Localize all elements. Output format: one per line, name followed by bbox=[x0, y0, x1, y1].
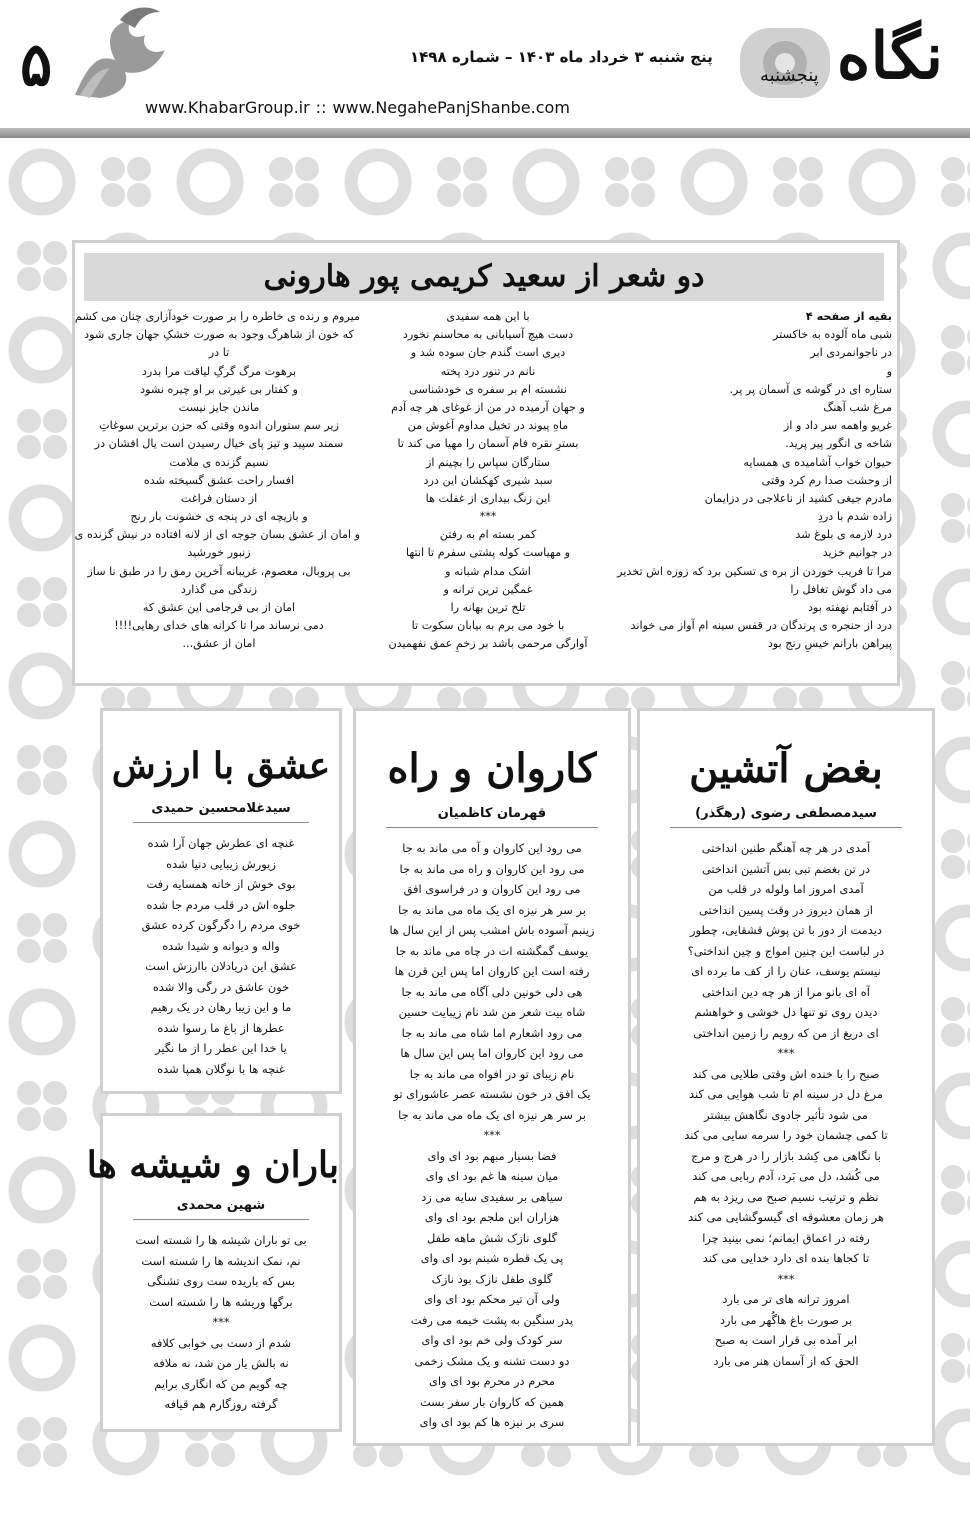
poem-line: زینبم آسوده باش امشب پس از این سال ها bbox=[389, 923, 595, 937]
poem-line: دیری است گندم جان سوده شد و bbox=[410, 346, 566, 360]
poem-line: بسترِ نقره فام آسمان را مهیا می کند تا bbox=[397, 437, 579, 451]
poem-line: شبی ماه آلوده به خاکستر bbox=[773, 328, 892, 342]
poem-line: امروز ترانه های تر می بارد bbox=[722, 1292, 850, 1306]
poem-line: و مهیاست کوله پشتی سفرم تا انتها bbox=[405, 546, 571, 560]
poem-line: زاده شدم با دردِ bbox=[817, 510, 892, 524]
pattern-motif bbox=[17, 1417, 67, 1467]
poem-line: شدم از دست بی خوابی کلافه bbox=[150, 1335, 292, 1350]
pattern-motif bbox=[437, 157, 487, 207]
poem-line: زیر سم ستوران اندوه وقتی که حزن برترین سوغاتِ bbox=[99, 419, 339, 433]
poem-line: مادرم جیغی کشید از ناعلاجی در دزایمان bbox=[704, 491, 892, 505]
poem-line: همین که کاروان بار سفر بست bbox=[419, 1394, 564, 1409]
poem-column-right bbox=[616, 308, 892, 654]
poem-line: سبد شیری کهکشان این درد bbox=[423, 473, 553, 487]
pattern-motif bbox=[939, 407, 970, 461]
pattern-motif bbox=[939, 1079, 970, 1133]
pattern-motif bbox=[941, 493, 970, 543]
poem-line: هر زمان معشوقه ای گیسوگشایی می کند bbox=[688, 1210, 884, 1224]
author-divider bbox=[133, 822, 309, 823]
poem-line: ولی آن تیر محکم بود ای وای bbox=[424, 1292, 560, 1306]
poem-title: بغض آتشین bbox=[689, 745, 883, 792]
poem-line: بی تو باران شیشه ها را شسته است bbox=[135, 1233, 307, 1247]
poem-line: ماهِ پیوند در تخیل مداوم آغوش من bbox=[407, 419, 569, 433]
poem-line: غنچه ها با نوگلان همپا شده bbox=[157, 1061, 285, 1076]
poem-column-left bbox=[74, 308, 360, 654]
poem-line: رفته در اعماق ایمانم؛ نمی بینید چرا bbox=[702, 1230, 870, 1245]
poem-line: زنبور خورشید bbox=[187, 546, 251, 560]
pattern-motif bbox=[101, 157, 151, 207]
poem-line: هی دلی خونین دلی آگاه می ماند به جا bbox=[401, 984, 583, 999]
poem-line: *** bbox=[777, 1046, 795, 1060]
poem-line: ماندن جایز نیست bbox=[178, 400, 260, 414]
poem-line: از دستان فراغت bbox=[180, 491, 258, 505]
poem-line: می شود تأثیر جادوی نگاهش بیشتر bbox=[704, 1107, 868, 1122]
poem-line: ما و این زیبا رهان در یک رهیم bbox=[150, 1000, 292, 1014]
pattern-motif bbox=[15, 659, 69, 713]
pattern-motif bbox=[15, 323, 69, 377]
poem-line: و کفتار بی غیرتی بر او چیره نشود bbox=[140, 382, 298, 396]
page-number: ۵ bbox=[20, 30, 53, 100]
poem-line: هزاران ابن ملجم بود ای وای bbox=[424, 1210, 560, 1224]
pattern-motif bbox=[351, 155, 405, 209]
poem-title: عشق با ارزش bbox=[111, 745, 331, 787]
phoenix-icon bbox=[60, 0, 170, 100]
poem-line: غنچه ای عطرش جهان آرا شده bbox=[147, 836, 295, 850]
issue-date-line: پنج شنبه ۳ خرداد ماه ۱۴۰۳ – شماره ۱۴۹۸ bbox=[410, 48, 713, 66]
poem-line: می رود این کاروان و آه می ماند به جا bbox=[402, 841, 582, 855]
poem-box-baran bbox=[86, 1113, 342, 1432]
poem-line: دیدمت از دور با تن پوش قشقایی، چطور bbox=[690, 923, 882, 937]
poem-line: آمدی امروز اما ولوله در قلب من bbox=[708, 882, 864, 896]
poem-line: سر کودک ولی خم بود ای وای bbox=[421, 1333, 563, 1347]
author-divider bbox=[133, 1219, 309, 1220]
poem-line: و امان از عشق بسان جوجه ای از لانه افتاده در نیش گزنده ی bbox=[74, 528, 360, 542]
pattern-motif bbox=[15, 827, 69, 881]
poem-box-boghz bbox=[637, 708, 935, 1446]
poem-line: ای دریغ از من که رویم را زمین انداختی bbox=[693, 1025, 879, 1040]
poem-line: و bbox=[886, 364, 892, 378]
poem-line: سیاهی بر سفیدی سایه می زد bbox=[421, 1189, 563, 1204]
poem-line: و بازیچه ای در پنجه ی خشونت بار رنج bbox=[130, 510, 308, 524]
poem-line: که خون از شاهرگ وجود به صورت خشکِ جهان جاری شود bbox=[84, 328, 354, 342]
pattern-motif bbox=[15, 1163, 69, 1217]
pattern-motif bbox=[941, 997, 970, 1047]
masthead-subtitle: پنجشنبه bbox=[760, 65, 819, 86]
poem-line: در ناجوانمردی ابر bbox=[810, 346, 892, 360]
website-link[interactable]: www.NegahePanjShanbe.com bbox=[332, 98, 570, 117]
poem-line: مرغ شب آهنگ bbox=[823, 400, 892, 414]
masthead-title: نگاه bbox=[836, 19, 944, 94]
pattern-motif bbox=[17, 745, 67, 795]
pattern-motif bbox=[939, 239, 970, 293]
poem-line: نه بالش یار من شد، نه ملافه bbox=[153, 1356, 289, 1370]
poem-line: این زنگ بیداری از غفلت ها bbox=[425, 491, 551, 505]
page-header bbox=[0, 0, 970, 138]
pattern-motif bbox=[939, 1247, 970, 1301]
poem-line: مرغ دل در سینه ام تا شب هوایی می کند bbox=[689, 1087, 883, 1101]
poem-line: چه گویم من که انگاری برایم bbox=[154, 1376, 288, 1391]
poem-line: کمر بسته ام به رفتن bbox=[439, 528, 537, 542]
poem-line: شاخه ی انگور پیر پرید. bbox=[785, 437, 892, 451]
poem-line: مرا تا فریب خوردن از بره ی تسکین برد که زوزه اش تخدیر bbox=[617, 564, 892, 578]
pattern-motif bbox=[15, 155, 69, 209]
poem-line: نشسته ام بر سفره ی خودشناسی bbox=[409, 382, 567, 396]
poem-line: محرم در محرم بود ای وای bbox=[428, 1374, 556, 1388]
poem-line: خون عاشق در رگی والا شده bbox=[152, 979, 290, 994]
poem-line: بر سر هر نیزه ای یک ماه می ماند به جا bbox=[398, 902, 586, 917]
poem-title: باران و شیشه ها bbox=[86, 1144, 339, 1186]
poem-line: امان از بی فرجامی این عشق که bbox=[142, 601, 296, 614]
poem-box-karvan bbox=[353, 708, 631, 1446]
pattern-motif bbox=[939, 1415, 970, 1469]
poem-line: نیستم یوسف، عنان را از کف ما برده ای bbox=[691, 964, 881, 978]
poem-line: *** bbox=[479, 510, 497, 524]
poem-author: قهرمان کاظمیان bbox=[437, 806, 547, 821]
poem-line: تا کمی چشمان خود را سرمه سایی می کند bbox=[684, 1128, 888, 1142]
pattern-motif bbox=[15, 995, 69, 1049]
pattern-motif bbox=[17, 409, 67, 459]
poem-line: تلخ ترین بهانه را bbox=[450, 601, 526, 614]
pattern-motif bbox=[939, 575, 970, 629]
pattern-motif bbox=[15, 491, 69, 545]
pattern-motif bbox=[773, 157, 823, 207]
pattern-motif bbox=[941, 325, 970, 375]
pattern-motif bbox=[269, 157, 319, 207]
poem-line: *** bbox=[212, 1315, 230, 1329]
poem-line: برهوت مرگ گرگِ لیاقت مرا بدرد bbox=[141, 364, 297, 378]
poem-line: با این همه سفیدی bbox=[446, 310, 530, 323]
poem-line: با نگاهی می کِشد بازار را در هرج و مرج bbox=[691, 1148, 881, 1163]
poem-line: عشق این دریادلان باارزش است bbox=[145, 959, 297, 973]
poem-line: درد از حنجره ی پرندگان در قفس سینه ام آواز می خواند bbox=[630, 619, 892, 633]
poem-line: امان از عشق... bbox=[182, 637, 256, 651]
poem-line: زیورش زیبایی دنیا شده bbox=[166, 856, 276, 871]
author-divider bbox=[670, 827, 902, 828]
website-links bbox=[145, 98, 576, 117]
website-separator: :: bbox=[315, 98, 327, 117]
poem-line: یا خدا این عطر را از ما نگیر bbox=[155, 1041, 287, 1055]
poem-author: شهین محمدی bbox=[176, 1198, 266, 1213]
poem-line: غمگین ترین ترانه و bbox=[443, 582, 533, 596]
poem-line: بی پروبال، معصوم، غریبانه آخرین رمق را در طبق نا ساز bbox=[87, 564, 351, 578]
poem-line: نظم و ترتیب نسیم صبح می ریزد به هم bbox=[693, 1189, 879, 1204]
header-rule bbox=[0, 128, 970, 138]
poem-line: بوی خوش از خانه همسایه رفت bbox=[146, 877, 296, 891]
poem-line: می رود این کاروان و در فراسوی افق bbox=[403, 882, 581, 896]
poem-line: ابر آمده بی قرار است به صبح bbox=[714, 1333, 858, 1347]
poem-line: الحق که از آسمان هنر می بارد bbox=[713, 1353, 859, 1368]
poem-line: می رود این کاروان اما پس این سال ها bbox=[400, 1046, 584, 1060]
poem-line: دست هیچ آسیابانی به محاسنم نخورد bbox=[402, 328, 574, 342]
pattern-motif bbox=[17, 577, 67, 627]
poem-title: کاروان و راه bbox=[387, 745, 597, 792]
poem-box-eshgh bbox=[100, 708, 342, 1094]
poem-line: سری بر نیزه ها کم بود ای وای bbox=[419, 1415, 565, 1429]
poem-lines bbox=[640, 838, 932, 1371]
poem-line: بر صورت باغ هاگُهر می بارد bbox=[719, 1312, 853, 1327]
poem-line: دمی نرساند مرا تا کرانه های خدای رهایی!!!! bbox=[114, 619, 324, 633]
pattern-motif bbox=[17, 241, 67, 291]
poem-line: پی یک قطره شبنم بود ای وای bbox=[420, 1251, 564, 1265]
pattern-motif bbox=[939, 911, 970, 965]
poem-line: می کُشد، دل می بَرد، آدم ربایی می کند bbox=[692, 1169, 880, 1183]
poem-line: پدر سنگین به پشت خیمه می رفت bbox=[410, 1312, 574, 1327]
poem-line: آوارگی مرحمی باشد بر زخمِ عمق نفهمیدن bbox=[388, 637, 588, 651]
poem-line: در لباست این چنین امواج و چین انداختی؟ bbox=[687, 943, 885, 958]
poem-line: عطرها از باغ ما رسوا شده bbox=[157, 1020, 285, 1035]
poem-line: و جهان آرمیده در من از غوغای هر چه آدم bbox=[391, 400, 585, 414]
pattern-motif bbox=[183, 155, 237, 209]
poem-line: درد لازمه ی بلوغ شد bbox=[795, 528, 892, 542]
pattern-motif bbox=[519, 155, 573, 209]
poem-line: ستاره ای در گوشه ی آسمان پر پر. bbox=[729, 382, 892, 396]
poem-line: گلوی نازک شش ماهه طفل bbox=[426, 1230, 558, 1245]
masthead-ornament-icon bbox=[740, 8, 960, 113]
website-link[interactable]: www.KhabarGroup.ir bbox=[145, 98, 310, 117]
poem-column-middle bbox=[360, 308, 616, 654]
poem-line: زندگی می گذارد bbox=[180, 582, 258, 596]
pattern-motif bbox=[941, 157, 970, 207]
poem-line: از همان دیروز در وقت پسین انداختی bbox=[699, 902, 873, 917]
poem-line: یک افق در خون نشسته عصر عاشورای تو bbox=[393, 1087, 591, 1101]
poem-line: برگها وریشه ها را شسته است bbox=[149, 1294, 293, 1309]
continuation-note: بقیه از صفحه ۴ bbox=[805, 310, 892, 323]
poem-line: تا در bbox=[208, 346, 230, 360]
pattern-motif bbox=[15, 1331, 69, 1385]
poem-line: نانم در تنور درد پخته bbox=[440, 364, 536, 378]
poem-line: پیراهن بارانم خیسِ رنج بود bbox=[767, 637, 892, 651]
poem-author: سیدغلامحسین حمیدی bbox=[151, 801, 291, 816]
poem-line: *** bbox=[483, 1128, 501, 1142]
poem-line: اشک مدام شبانه و bbox=[445, 564, 531, 578]
pattern-motif bbox=[17, 1249, 67, 1299]
poem-line: با خود می برم به بیابان سکوت تا bbox=[411, 619, 565, 633]
poem-line: سمند سپید و تیز پای خیال رسیدن است یال افشان در bbox=[94, 437, 344, 451]
poem-line: شاه بیت شعر من شد نام زیبایت حسین bbox=[398, 1005, 586, 1019]
poem-line: ستارگان سپاس را بچینم از bbox=[425, 455, 551, 469]
poem-line: رفته است این کاروان اما پس این قرن ها bbox=[394, 964, 590, 978]
poem-line: یوسف گمگشته ات در چاه می ماند به جا bbox=[395, 943, 589, 958]
poem-line: در جوانیم خزید bbox=[822, 546, 892, 560]
poem-line: خوی مردم را دگرگون کرده عشق bbox=[141, 918, 301, 932]
pattern-motif bbox=[605, 157, 655, 207]
pattern-motif bbox=[687, 155, 741, 209]
poem-line: صبح را با خنده اش وقتی طلایی می کند bbox=[692, 1066, 880, 1081]
top-article-title: دو شعر از سعید کریمی پور هارونی bbox=[263, 259, 705, 294]
poem-line: آمدی در هر چه آهنگم طنین انداختی bbox=[701, 841, 871, 855]
poem-lines bbox=[103, 833, 339, 1079]
poem-line: می رود این کاروان و راه می ماند به جا bbox=[399, 861, 585, 876]
poem-line: نسیم گزنده ی ملامت bbox=[169, 455, 269, 469]
pattern-motif bbox=[941, 1165, 970, 1215]
poem-line: دیدن روی تو تنها دل خوشی و خواهشم bbox=[694, 1005, 878, 1019]
poem-line: بر سر هر نیزه ای یک ماه می ماند به جا bbox=[398, 1107, 586, 1122]
author-divider bbox=[386, 827, 598, 828]
poem-line: میان سینه ها غم بود ای وای bbox=[425, 1169, 559, 1183]
poem-line: میروم و رنده ی خاطره را بر صورت خودآزاری چنان می کشم bbox=[74, 310, 360, 323]
poem-line: آه ای بانو مرا از هر چه دین انداختی bbox=[702, 984, 870, 999]
poem-lines bbox=[360, 308, 616, 654]
pattern-motif bbox=[941, 661, 970, 711]
poem-line: از وحشت صدا رم کرد وقتی bbox=[761, 473, 892, 487]
poem-line: گلوی طفل نازک بود نازک bbox=[431, 1271, 553, 1286]
poem-line: گرفته روزگارم هم قیافه bbox=[164, 1397, 278, 1411]
poem-line: غریو واهمه سر داد و از bbox=[783, 419, 892, 433]
poem-line: بس که باریده ست روی تشنگی bbox=[147, 1274, 295, 1288]
poem-line: می داد گوش تغافل را bbox=[790, 582, 892, 596]
poem-lines bbox=[616, 308, 892, 654]
pattern-motif bbox=[855, 155, 909, 209]
poem-line: در تن بغضم تبی بس آتشین انداختی bbox=[701, 861, 871, 876]
poem-line: فضا بسیار مبهم بود ای وای bbox=[427, 1148, 557, 1163]
poem-line: دو دست تشنه و یک مشک زخمی bbox=[414, 1353, 570, 1368]
poem-line: افسار راحت عشق گسیخته شده bbox=[143, 473, 295, 487]
poem-line: تا کجاها بنده ای دارد خدایی می کند bbox=[702, 1251, 870, 1265]
poem-line: *** bbox=[777, 1271, 795, 1286]
poem-line: در آفتابم نهفته بود bbox=[807, 601, 892, 614]
pattern-motif bbox=[941, 829, 970, 879]
pattern-motif bbox=[17, 1081, 67, 1131]
poem-author: سیدمصطفی رضوی (رهگذر) bbox=[695, 806, 877, 821]
poem-line: جلوه اش در قلب مردم جا شده bbox=[146, 897, 296, 912]
poem-lines bbox=[103, 1230, 339, 1415]
poem-lines bbox=[356, 838, 628, 1433]
poem-line: نم، نمک اندیشه ها را شسته است bbox=[141, 1253, 301, 1268]
poem-line: حیوان خواب آشامیده ی همسایه bbox=[743, 455, 892, 469]
poem-line: واله و دیوانه و شیدا شده bbox=[162, 938, 280, 953]
pattern-motif bbox=[939, 743, 970, 797]
poem-lines bbox=[74, 308, 360, 654]
poem-line: نام زیبای تو در افواه می ماند به جا bbox=[409, 1066, 575, 1081]
pattern-motif bbox=[17, 913, 67, 963]
poem-line: می رود اشعارم اما شاه می ماند به جا bbox=[401, 1025, 583, 1040]
pattern-motif bbox=[941, 1333, 970, 1383]
